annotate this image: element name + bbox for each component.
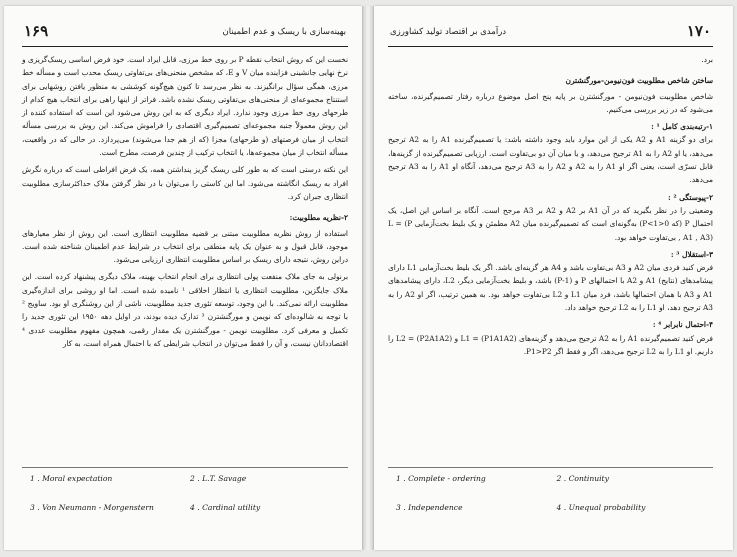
right-lead-text: برد. [701, 55, 713, 64]
right-page-number: ۱۷۰ [686, 22, 711, 40]
right-intro-paragraph: شاخص مطلوبیت فون‌نیومن - مورگنشترن بر پایه پنج اصل موضوع درباره رفتار تصمیم‌گیرنده، ساخته می‌شود که در زیر بررسی می‌کنیم. [388, 91, 713, 114]
right-running-title: درآمدی بر اقتصاد تولید کشاورزی [390, 27, 507, 37]
axiom-title-unequal-probability: ۴-احتمال نابرابر ⁴ : [652, 320, 713, 330]
right-running-header [388, 20, 713, 47]
left-page-body [22, 53, 348, 350]
right-footnotes [396, 474, 705, 524]
axiom-text-independence: فرض کنید فردی میان A2 و A3 بی‌تفاوت باشد و A4 هر گزینه‌ای باشد. اگر یک بلیط بخت‌آزمایی L1 دارای پیشامدهای (نتایج) A1 و A2 با احتمالهای P و (1-P) باشد، و بلیط بخت‌آزمایی دیگر، L2، دارای پیشامدهای A1 و A3 با همان احتمالها باشد، فرد میان L1 و L2 بی‌تفاوت خواهد بود. به همین ترتیب، اگر او A2 را به A3 ترجیح دهد، او L1 را به L2 ترجیح خواهد داد. [388, 263, 714, 313]
footnote: 2 . L.T. Savage [190, 474, 247, 483]
footnote: 3 . Independence [396, 503, 463, 512]
axiom-title-complete-ordering: ۱-رتبه‌بندی کامل ¹ : [651, 122, 713, 132]
axiom-text-unequal-probability: فرض کنید تصمیم‌گیرنده A1 را به A2 ترجیح می‌دهد و گزینه‌های L1 = (P1A1A2) و L2 = (P2A1A2) را داریم. او L1 را به L2 ترجیح می‌دهد، اگر و فقط اگر P1>P2. [388, 333, 713, 356]
axiom-text-complete-ordering: برای دو گزینه A1 و A2 یکی از این موارد باید وجود داشته باشد: یا تصمیم‌گیرنده A1 را به A2 ترجیح می‌دهد، یا او A2 را به A1 ترجیح می‌دهد، و یا میان آن دو بی‌تفاوت است. ارزیابی تصمیم‌گیرنده از گزینه‌ها، قابل تسرّی است، یعنی اگر او A1 را به A2 و A2 را به A3 ترجیح می‌دهد، آنگاه او A1 را به A3 ترجیح می‌دهد. [388, 135, 713, 185]
left-paragraph-1: نخست این که روش انتخاب نقطه P بر روی خط مرزی، قابل ایراد است. خود فرض اساسی ریسک‌گریزی و نرخ نهایی جانشینی فزاینده میان V و E، که مشخص منحنی‌های بی‌تفاوتی ریسک محدب است و مسأله خط مرزی، همگی سؤال برانگیزند. به نظر می‌رسد تا کنون هیچ‌گونه کوششی به منظور یافتن روشهایی برای استنتاج مجموعه‌ای از منحنی‌های بی‌تفاوتی ریسک نشده باشد. فراتر از اینها راهی برای انتخاب هیچ کدام از طرحهای روی خط مرزی وجود ندارد. ایراد دیگری که به این روش می‌شود این است که استفاده کننده از این روش معمولاً جنبه مجموعه‌ای تصمیم‌گیری اقتصادی را فراموش می‌کند. این روش به بررسی مسأله انتخاب از میان فرصتهای (و طرحهای) مجزا (که از هم جدا می‌شوند) می‌پردازد. در حالی که در واقعیت، مسأله انتخاب از میان مجموعه‌ها، یا انتخاب ترکیب از چندین فرصت، مطرح است. [22, 55, 348, 158]
left-footnotes [30, 474, 338, 524]
right-section-heading: ساختن شاخص مطلوبیت فون‌نیومن-مورگنشترن [565, 76, 713, 86]
left-paragraph-4: برنولی به جای ملاک منفعت پولی انتظاری برای انجام انتخاب بهینه، ملاک دیگری پیشنهاد کرده است. این ملاک جایگزین، مطلوبیت انتظاری یا انتظار اخلاقی ¹ نامیده شده است. اما او روشی برای اندازه‌گیری مطلوبیت ارائه نمی‌کند. با این وجود، توسعه تئوری جدید مطلوبیت، ناشی از این روشنگری او بود. ساویج ² با توجه به شالوده‌ای که نویمن و مورگنشترن ³ تدارک دیده بودند، در اوایل دهه ۱۹۵۰ این تئوری جدید را تکمیل و معرفی کرد. مطلوبیت نویمن - مورگنشترن یک مقدار رقمی، همچون مفهوم مطلوبیت عددی ⁴ اقتصاددانان نیست، و آن را فقط می‌توان در انتخاب شرایطی که با احتمال همراه است، به کار [22, 272, 348, 348]
footnote: 3 . Von Neumann - Morgenstern [30, 503, 154, 512]
left-page [4, 6, 362, 550]
left-page-number: ۱۶۹ [24, 22, 49, 40]
right-page-body [388, 53, 713, 358]
footnote: 4 . Cardinal utility [190, 503, 261, 512]
right-footnote-rule [388, 467, 713, 468]
book-gutter [362, 6, 374, 550]
axiom-text-continuity: وضعیتی را در نظر بگیرید که در آن A1 بر A2 و A2 بر A3 مرجح است. آنگاه بر اساس این اصل، یک احتمال P (که 0<P<1) به‌گونه‌ای است که تصمیم‌گیرنده میان A2 مطمئن و یک بلیط بخت‌آزمایی L = (P , A1 , A3) بی‌تفاوت خواهد بود. [388, 205, 713, 242]
footnote: 1 . Moral expectation [30, 474, 113, 483]
left-paragraph-3: استفاده از روش نظریه مطلوبیت مبتنی بر قضیه مطلوبیت انتظاری است. این روش از نظر معیارهای موجود، قابل قبول و به عنوان یک پایه منطقی برای انتخاب در شرایط عدم اطمینان شناخته شده است. دراین روش، نتیجه دارای ریسک بر اساس مطلوبیت انتظاری ارزیابی می‌شود. [22, 228, 348, 265]
axiom-title-independence: ۳-استقلال ³ : [670, 249, 713, 259]
footnote: 1 . Complete - ordering [396, 474, 486, 483]
left-running-title: بهینه‌سازی با ریسک و عدم اطمینان [222, 27, 346, 37]
footnote: 4 . Unequal probability [556, 503, 646, 512]
right-page [374, 6, 733, 550]
axiom-title-continuity: ۲-پیوستگی ² : [668, 192, 713, 202]
left-section-heading: ۲-نظریه مطلوبیت: [289, 213, 348, 223]
left-footnote-rule [22, 467, 348, 468]
left-running-header [22, 20, 348, 47]
left-paragraph-2: این نکته درستی است که به طور کلی ریسک گریز پنداشتن همه، یک فرض افراطی است که درباره نگرش افراد به ریسک انگاشته می‌شود. اما این کاستی را می‌توان با در نظر گرفتن ملاک حداکثرسازی مطلوبیت انتظاری جبران کرد. [22, 165, 348, 201]
footnote: 2 . Continuity [556, 474, 609, 483]
